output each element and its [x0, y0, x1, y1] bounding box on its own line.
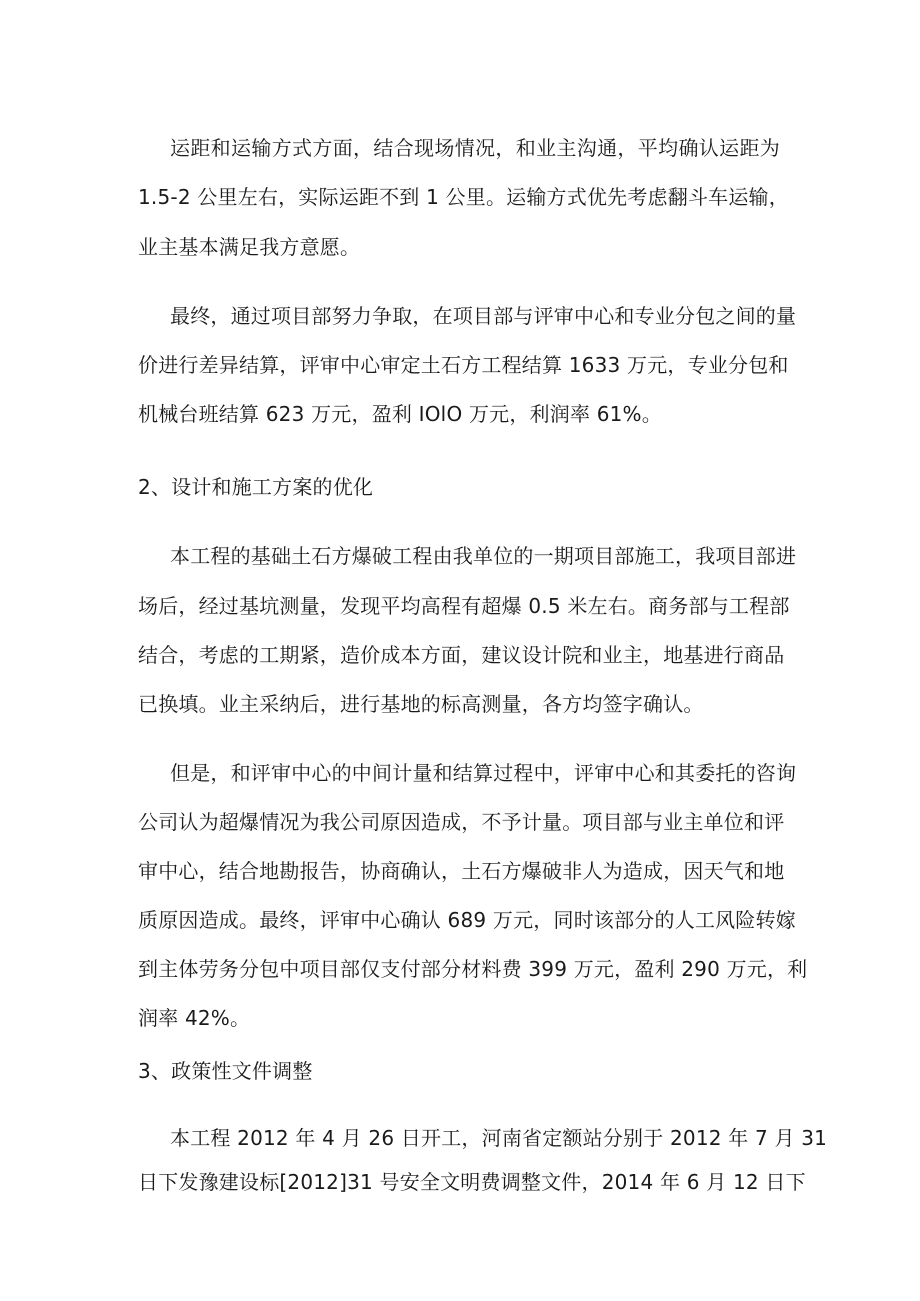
paragraph-1-line-1: 运距和运输方式方面，结合现场情况，和业主沟通，平均确认运距为 — [170, 136, 780, 160]
paragraph-2-line-1: 最终，通过项目部努力争取，在项目部与评审中心和专业分包之间的量 — [170, 304, 797, 328]
section-heading-2: 2、设计和施工方案的优化 — [138, 475, 374, 499]
paragraph-4-line-5: 到主体劳务分包中项目部仅支付部分材料费 399 万元，盈利 290 万元，利 — [138, 957, 808, 981]
paragraph-5-line-2: 日下发豫建设标[2012]31 号安全文明费调整文件，2014 年 6 月 12 日下 — [138, 1170, 806, 1194]
paragraph-3-line-1: 本工程的基础土石方爆破工程由我单位的一期项目部施工，我项目部进 — [170, 544, 797, 568]
paragraph-3-line-4: 已换填。业主采纳后，进行基地的标高测量，各方均签字确认。 — [138, 692, 704, 716]
paragraph-4-line-2: 公司认为超爆情况为我公司原因造成，不予计量。项目部与业主单位和评 — [138, 810, 785, 834]
paragraph-4-line-4: 质原因造成。最终，评审中心确认 689 万元，同时该部分的人工风险转嫁 — [138, 908, 796, 932]
paragraph-1-line-3: 业主基本满足我方意愿。 — [138, 235, 361, 259]
paragraph-4-line-1: 但是，和评审中心的中间计量和结算过程中，评审中心和其委托的咨询 — [170, 761, 797, 785]
paragraph-4-line-3: 审中心，结合地勘报告，协商确认，土石方爆破非人为造成，因天气和地 — [138, 859, 785, 883]
section-heading-3: 3、政策性文件调整 — [138, 1059, 313, 1083]
paragraph-3-line-2: 场后，经过基坑测量，发现平均高程有超爆 0.5 米左右。商务部与工程部 — [138, 594, 790, 618]
paragraph-4-line-6: 润率 42%。 — [138, 1006, 251, 1030]
paragraph-2-line-3: 机械台班结算 623 万元，盈利 IOlO 万元，利润率 61%。 — [138, 402, 662, 426]
paragraph-1-line-2: 1.5-2 公里左右，实际运距不到 1 公里。运输方式优先考虑翻斗车运输， — [138, 185, 789, 209]
paragraph-2-line-2: 价进行差异结算，评审中心审定土石方工程结算 1633 万元，专业分包和 — [138, 353, 789, 377]
paragraph-3-line-3: 结合，考虑的工期紧，造价成本方面，建议设计院和业主，地基进行商品 — [138, 643, 785, 667]
paragraph-5-line-1: 本工程 2012 年 4 月 26 日开工，河南省定额站分别于 2012 年 7 月 31 — [170, 1126, 828, 1150]
